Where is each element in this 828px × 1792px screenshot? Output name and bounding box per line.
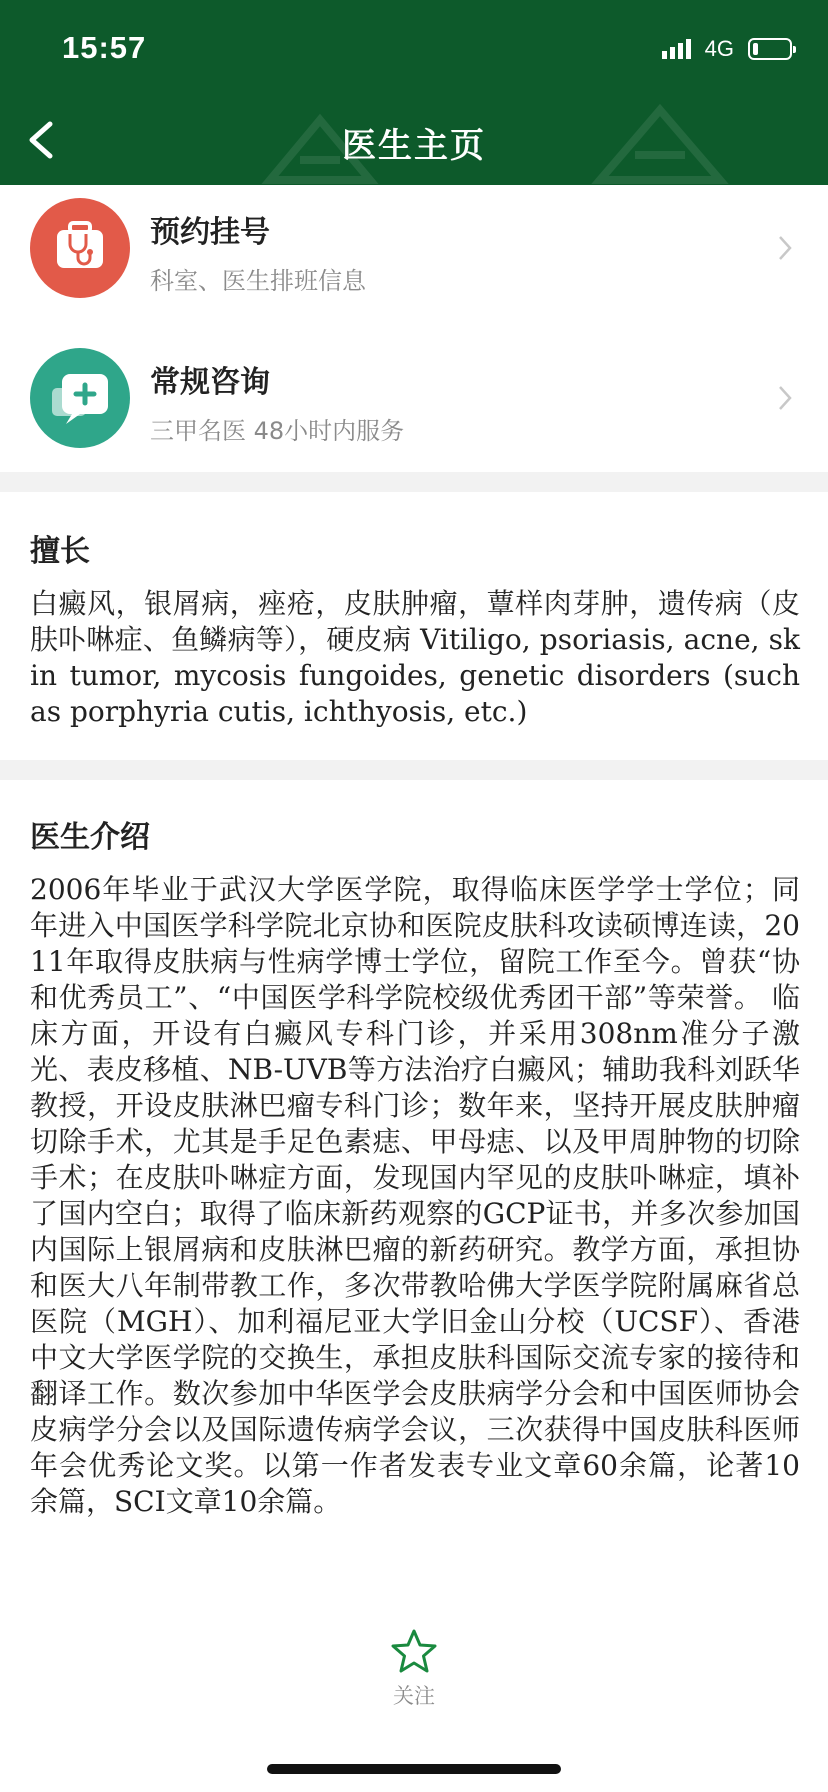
network-type: 4G [704, 36, 734, 61]
status-indicators [662, 36, 792, 62]
status-time: 15:57 [62, 30, 147, 65]
stethoscope-icon [30, 198, 130, 298]
chat-plus-icon [30, 348, 130, 448]
specialty-title: 擅长 [30, 534, 90, 569]
chevron-right-icon [776, 233, 794, 263]
header-bar [0, 0, 828, 185]
battery-icon [748, 38, 792, 60]
consultation-row[interactable] [0, 335, 828, 485]
section-divider [0, 760, 828, 780]
follow-label: 关注 [393, 1684, 435, 1708]
specialty-text: 白癜风，银屑病，痤疮，皮肤肿瘤，蕈样肉芽肿，遗传病（皮肤卟啉症、鱼鳞病等），硬皮病 Vitiligo, psoriasis, acne, skin tumor, mycosis fungoides, genetic disorders (such as porphyria cutis, ichthyosis, etc.) [30, 587, 800, 728]
chevron-right-icon [776, 383, 794, 413]
appointment-subtitle: 科室、医生排班信息 [150, 267, 366, 295]
consultation-title: 常规咨询 [150, 365, 270, 400]
signal-icon [662, 39, 691, 59]
star-icon [390, 1628, 438, 1674]
home-indicator [267, 1764, 561, 1774]
page-title: 医生主页 [342, 126, 486, 166]
appointment-title: 预约挂号 [150, 215, 270, 250]
introduction-title: 医生介绍 [30, 820, 150, 855]
appointment-row[interactable] [0, 185, 828, 335]
follow-button[interactable] [364, 1628, 464, 1738]
section-divider [0, 472, 828, 492]
introduction-text: 2006年毕业于武汉大学医学院，取得临床医学学士学位；同年进入中国医学科学院北京协和医院皮肤科攻读硕博连读，2011年取得皮肤病与性病学博士学位，留院工作至今。曾获“协和优秀员工”、“中国医学科学院校级优秀团干部”等荣誉。 临床方面，开设有白癜风专科门诊，并采用308nm准分子激光、表皮移植、NB-UVB等方法治疗白癜风；辅助我科刘跃华教授，开设皮肤淋巴瘤专科门诊；数年来，坚持开展皮肤肿瘤切除手术，尤其是手足色素痣、甲母痣、以及甲周肿物的切除手术；在皮肤卟啉症方面，发现国内罕见的皮肤卟啉症，填补了国内空白；取得了临床新药观察的GCP证书，并多次参加国内国际上银屑病和皮肤淋巴瘤的新药研究。教学方面，承担协和医大八年制带教工作，多次带教哈佛大学医学院附属麻省总医院（MGH）、加利福尼亚大学旧金山分校（UCSF）、香港中文大学医学院的交换生，承担皮肤科国际交流专家的接待和翻译工作。数次参加中华医学会皮肤病学分会和中国医师协会皮病学分会以及国际遗传病学会议，三次获得中国皮肤科医师年会优秀论文奖。以第一作者发表专业文章60余篇，论著10余篇，SCI文章10余篇。 [30, 873, 800, 1518]
consultation-subtitle: 三甲名医 48小时内服务 [150, 417, 405, 445]
